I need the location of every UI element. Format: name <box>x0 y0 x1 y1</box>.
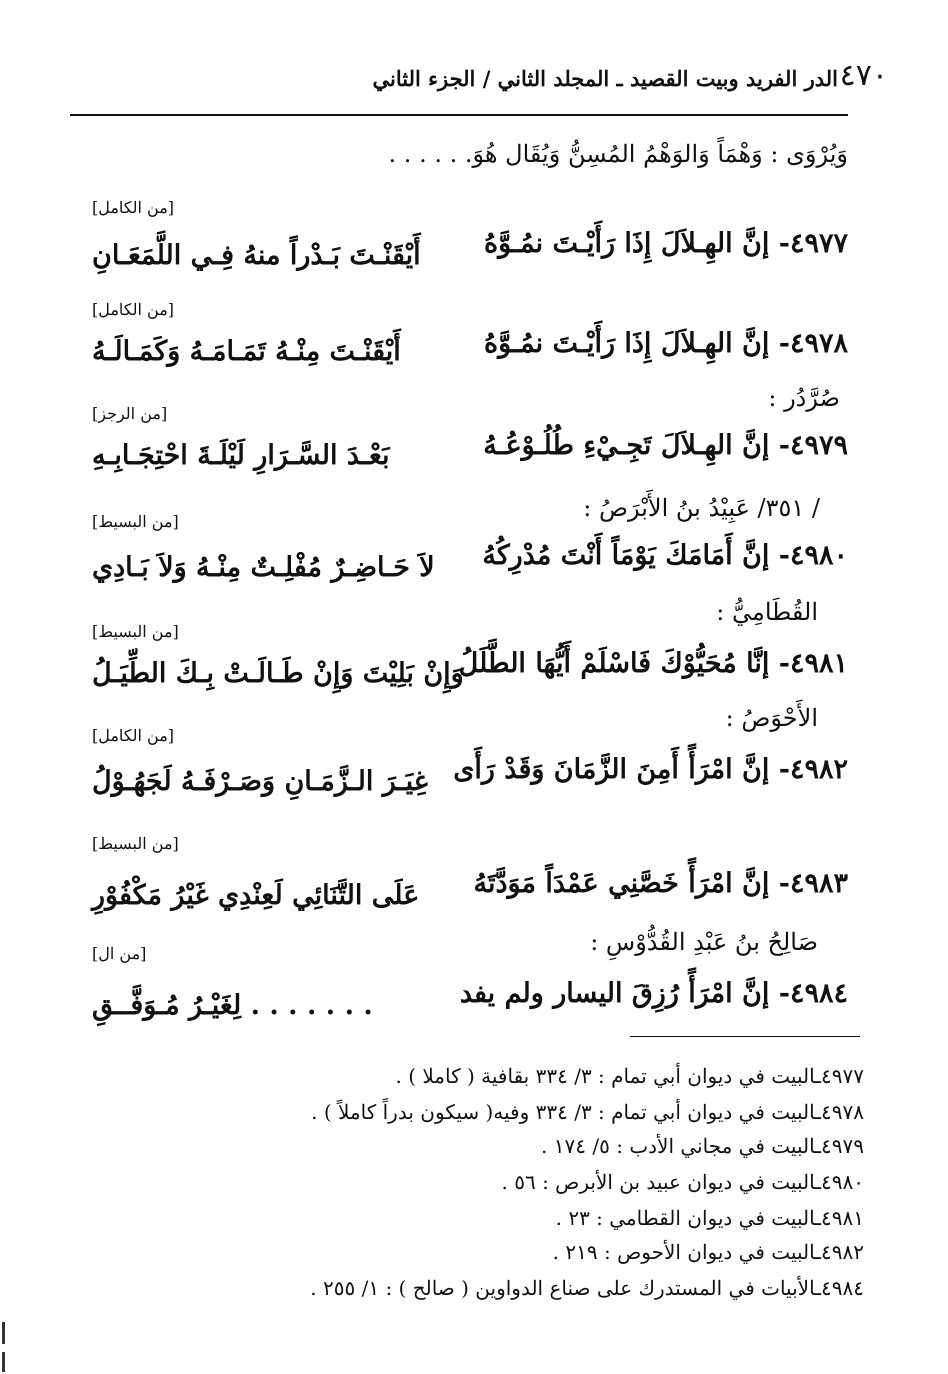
footnote-text: البيت في ديوان أبي تمام : ٣/ ٣٣٤ بقافية ( كاملا ) . <box>395 1064 816 1088</box>
verse-first-text: إنَّ الهِـلاَلَ تَجِـيْءِ طُلُـوْعُـهُ <box>483 430 770 461</box>
verse-first-text: إنَّا مُحَيُّوْكَ فَاسْلَمْ أَيُّهَا الطَّلَلُ <box>458 648 770 679</box>
verse-meter: [من البسيط] <box>92 512 179 531</box>
footnote: ٤٩٧٩ـالبيت في مجاني الأدب : ٥/ ١٧٤ . <box>541 1134 864 1158</box>
verse-second-hemistich: لاَ حَـاضِـرٌ مُفْلِـتٌ مِنْـهُ وَلاَ بَـادِي <box>92 552 435 583</box>
verse-first-hemistich: ٤٩٨٤- إنَّ امْرَأً رُزِقَ اليسار ولم يفد <box>459 978 848 1009</box>
verse-second-hemistich: غِيَـرَ الـزَّمَـانِ وَصَـرْفَـهُ لَجَهُـوْلُ <box>92 766 428 797</box>
verse-meter: [من البسيط] <box>92 622 179 641</box>
footnote-text: البيت في مجاني الأدب : ٥/ ١٧٤ . <box>541 1134 816 1158</box>
verse-second-hemistich: أَيْقَنْـتَ بَـدْراً منهُ فِـي اللَّمَعَـانِ <box>92 240 421 271</box>
footnote-text: الأبيات في المستدرك على صناع الدواوين ( صالح ) : ١/ ٢٥٥ . <box>310 1276 816 1300</box>
verse-number: ٤٩٨١ <box>789 648 848 679</box>
footnote: ٤٩٨٤ـالأبيات في المستدرك على صناع الدواوين ( صالح ) : ١/ ٢٥٥ . <box>310 1276 864 1300</box>
verse-first-hemistich: ٤٩٧٨- إنَّ الهِـلاَلَ إِذَا رَأَيْـتَ نمُـوَّهُ <box>484 328 848 359</box>
verse-meter: [من الكامل] <box>92 726 175 745</box>
verse-first-hemistich: ٤٩٨٢- إنَّ امْرَأً أَمِنَ الزَّمَانَ وَقَدْ رَأَى <box>453 754 848 785</box>
footnote: ٤٩٧٧ـالبيت في ديوان أبي تمام : ٣/ ٣٣٤ بقافية ( كاملا ) . <box>395 1064 864 1088</box>
footnote: ٤٩٧٨ـالبيت في ديوان أبي تمام : ٣/ ٣٣٤ وفيه( سيكون بدراً كاملاً ) . <box>311 1100 864 1124</box>
poet-intro: صُرَّدُر : <box>768 384 840 412</box>
verse-number: ٤٩٧٨ <box>789 328 848 359</box>
verse-second-hemistich: عَلَى التَّنَائِي لَعِنْدِي غَيْرُ مَكْفُوْرِ <box>92 880 420 911</box>
verse-meter: [من ال] <box>92 944 147 963</box>
verse-first-text: إنَّ امْرَأً أَمِنَ الزَّمَانَ وَقَدْ رَأَى <box>453 754 770 785</box>
verse-first-hemistich: ٤٩٧٧- إنَّ الهِـلاَلَ إِذَا رَأَيْـتَ نمُـوَّهُ <box>484 228 848 259</box>
footnote-number: ٤٩٨٢ <box>821 1240 864 1264</box>
verse-number: ٤٩٨٢ <box>789 754 848 785</box>
footnote-text: البيت في ديوان أبي تمام : ٣/ ٣٣٤ وفيه( سيكون بدراً كاملاً ) . <box>311 1100 816 1124</box>
verse-meter: [من البسيط] <box>92 834 179 853</box>
footnote-number: ٤٩٧٩ <box>821 1134 864 1158</box>
verse-first-hemistich: ٤٩٨٣- إنَّ امْرَأً خَصَّنِي عَمْدَاً مَوَدَّتَهُ <box>473 868 848 899</box>
footnote-number: ٤٩٧٨ <box>821 1100 864 1124</box>
footnote-text: البيت في ديوان الأحوص : ٢١٩ . <box>552 1240 816 1264</box>
verse-first-text: إنَّ امْرَأً رُزِقَ اليسار ولم يفد <box>459 978 770 1009</box>
verse-meter: [من الرجز] <box>92 404 168 423</box>
verse-second-hemistich: بَعْـدَ السَّـرَارِ لَيْلَـةَ احْتِجَـابِـهِ <box>92 440 390 471</box>
footnote-number: ٤٩٧٧ <box>821 1064 864 1088</box>
verse-first-hemistich: ٤٩٧٩- إنَّ الهِـلاَلَ تَجِـيْءِ طُلُـوْعُـهُ <box>483 430 848 461</box>
verse-second-hemistich: . . . . . . . لِغَيْـرُ مُـوَفَّــقِ <box>92 990 373 1021</box>
footnote-number: ٤٩٨٤ <box>821 1276 864 1300</box>
verse-number: ٤٩٨٠ <box>789 540 848 571</box>
footnote-text: البيت في ديوان القطامي : ٢٣ . <box>555 1206 816 1230</box>
running-title: الدر الفريد وبيت القصيد ـ المجلد الثاني / الجزء الثاني <box>372 66 838 91</box>
verse-first-text: إنَّ الهِـلاَلَ إِذَا رَأَيْـتَ نمُـوَّهُ <box>484 328 770 359</box>
footnote-number: ٤٩٨٠ <box>821 1170 864 1194</box>
footnote-number: ٤٩٨١ <box>821 1206 864 1230</box>
page-number: ٤٧٠ <box>839 58 888 93</box>
verse-number: ٤٩٧٩ <box>789 430 848 461</box>
verse-first-hemistich: ٤٩٨١- إنَّا مُحَيُّوْكَ فَاسْلَمْ أَيُّهَا الطَّلَلُ <box>458 648 848 679</box>
poet-intro: القُطَامِيُّ : <box>716 598 818 626</box>
verse-first-text: إنَّ أَمَامَكَ يَوْمَاً أَنْتَ مُدْرِكُهُ <box>482 540 770 571</box>
verse-first-hemistich: ٤٩٨٠- إنَّ أَمَامَكَ يَوْمَاً أَنْتَ مُدْرِكُهُ <box>482 540 848 571</box>
verse-meter: [من الكامل] <box>92 198 175 217</box>
verse-meter: [من الكامل] <box>92 300 175 319</box>
verse-second-hemistich: وَإِنْ بَلِيْتَ وَإِنْ طَـالَـتْ بِـكَ الطِّيَـلُ <box>92 658 464 689</box>
poet-intro: صَالِحُ بنُ عَبْدِ القُدُّوْسِ : <box>590 928 818 956</box>
verse-number: ٤٩٨٣ <box>789 868 848 899</box>
poet-intro: الأَحْوَصُ : <box>725 704 818 732</box>
verse-number: ٤٩٨٤ <box>789 978 848 1009</box>
scan-edge-mark <box>2 1322 5 1344</box>
verse-first-text: إنَّ الهِـلاَلَ إِذَا رَأَيْـتَ نمُـوَّهُ <box>484 228 770 259</box>
footnote-text: البيت في ديوان عبيد بن الأبرص : ٥٦ . <box>501 1170 816 1194</box>
verse-first-text: إنَّ امْرَأً خَصَّنِي عَمْدَاً مَوَدَّتَهُ <box>473 868 770 899</box>
variant-reading-note: وَيُرْوَى : وَهْمَاً وَالوَهْمُ المُسِنُّ وَيُقَال هُوَ. . . . . . <box>388 140 848 168</box>
footnote: ٤٩٨٢ـالبيت في ديوان الأحوص : ٢١٩ . <box>552 1240 864 1264</box>
footnote: ٤٩٨٠ـالبيت في ديوان عبيد بن الأبرص : ٥٦ . <box>501 1170 864 1194</box>
scan-edge-mark <box>2 1352 5 1372</box>
poet-intro: / ٣٥١/ عَبِيْدُ بنُ الأَبْرَصُ : <box>583 494 820 522</box>
footnote-rule <box>630 1036 860 1037</box>
verse-number: ٤٩٧٧ <box>789 228 848 259</box>
verse-second-hemistich: أَيْقَنْـتَ مِنْـهُ تَمَـامَـهُ وَكَمَـالَـهُ <box>92 336 401 367</box>
footnote: ٤٩٨١ـالبيت في ديوان القطامي : ٢٣ . <box>555 1206 864 1230</box>
header-rule <box>70 114 848 116</box>
